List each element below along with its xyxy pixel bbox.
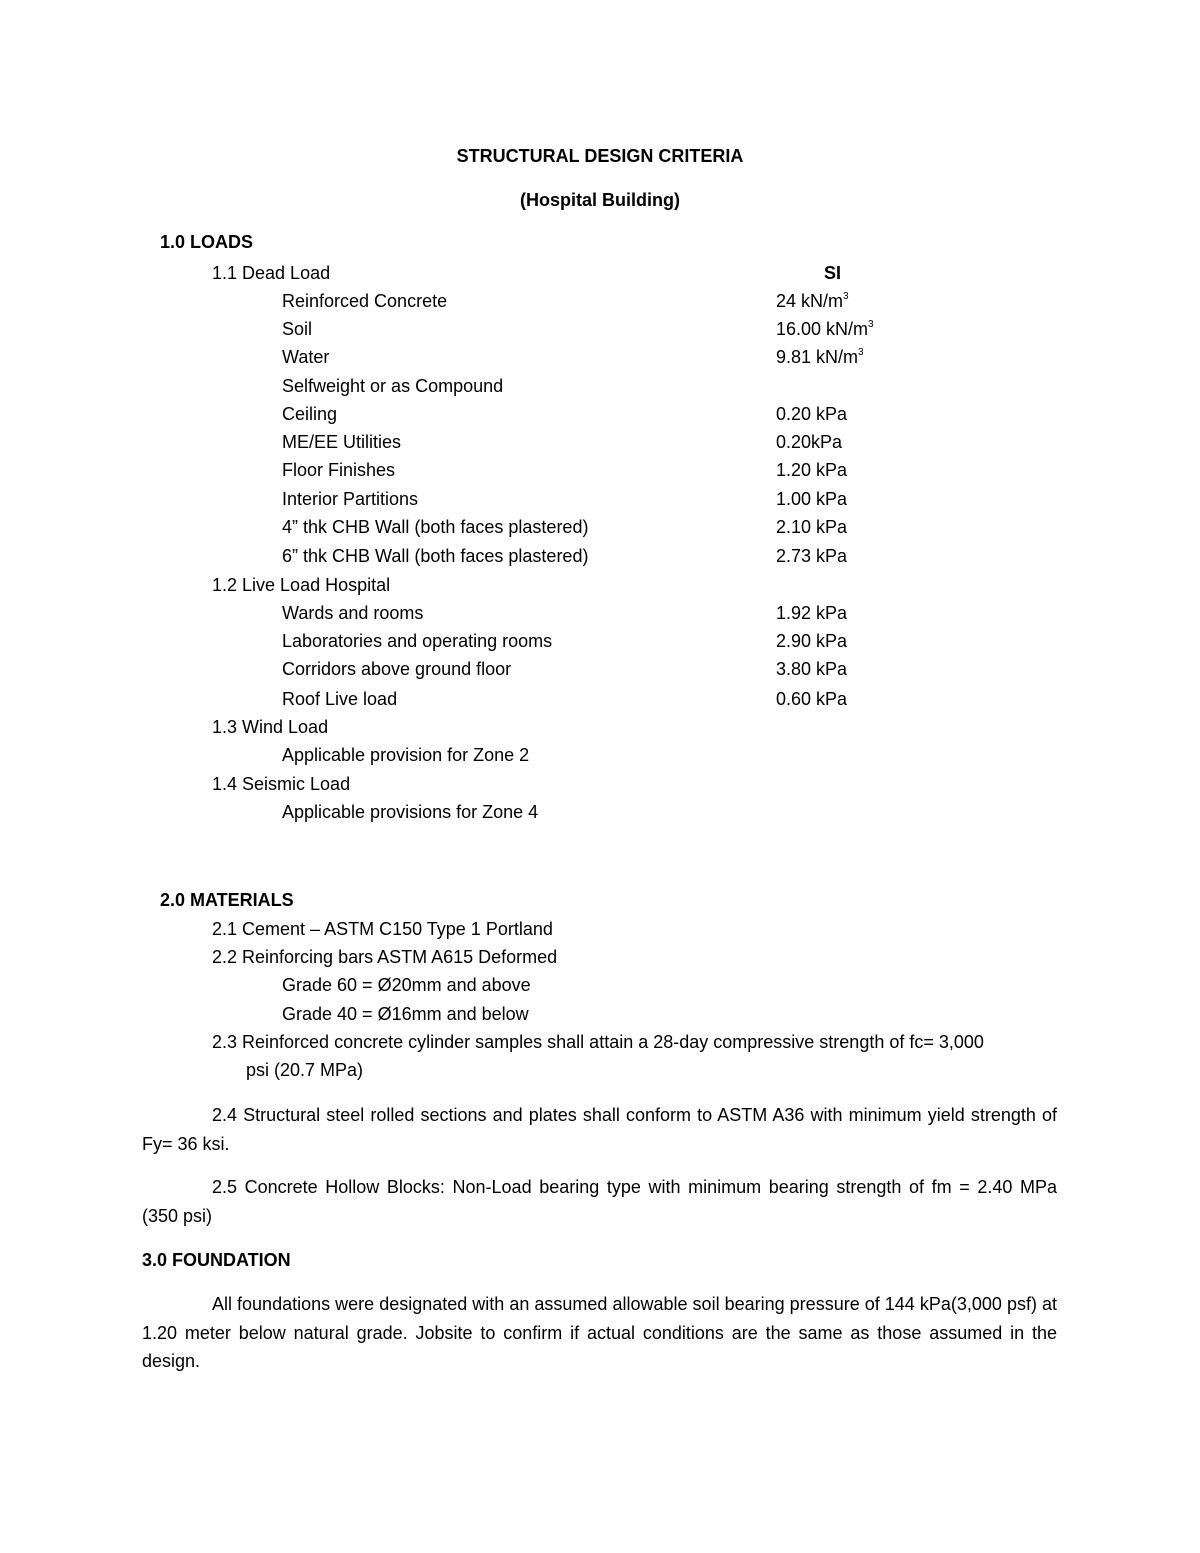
live-load-label: Roof Live load (282, 689, 398, 709)
document-title: STRUCTURAL DESIGN CRITERIA (456, 146, 744, 166)
dead-load-value: 24 $kN/m^3$ (776, 291, 849, 311)
live-load-value: 3.80 kPa (776, 659, 848, 679)
section-foundation-heading: 3.0 FOUNDATION (142, 1250, 291, 1270)
materials-chb-paragraph: 2.5 Concrete Hollow Blocks: Non-Load bearing type with minimum bearing strength of fm = 2.40 MPa (350 psi) (142, 1177, 1057, 1226)
dead-load-label: Water (282, 347, 330, 367)
dead-load-value: 9.81 $kN/m^3$ (776, 347, 864, 367)
dead-load-value: 0.20kPa (776, 432, 843, 452)
materials-grade60: Grade 60 = Ø20mm and above (282, 975, 531, 995)
seismic-load-heading: 1.4 Seismic Load (212, 774, 351, 794)
seismic-load-text: Applicable provisions for Zone 4 (282, 802, 539, 822)
live-load-label: Corridors above ground floor (282, 659, 512, 679)
live-load-heading: 1.2 Live Load Hospital (212, 575, 391, 595)
dead-load-value: 2.73 kPa (776, 546, 848, 566)
dead-load-label: Reinforced Concrete (282, 291, 448, 311)
wind-load-text: Applicable provision for Zone 2 (282, 745, 530, 765)
dead-load-label: ME/EE Utilities (282, 432, 402, 452)
live-load-value: 1.92 kPa (776, 603, 848, 623)
dead-load-label: 4” thk CHB Wall (both faces plastered) (282, 517, 589, 537)
live-load-label: Wards and rooms (282, 603, 424, 623)
document-subtitle: (Hospital Building) (520, 190, 680, 210)
live-load-value: 0.60 kPa (776, 689, 848, 709)
dead-load-value: 1.20 kPa (776, 460, 848, 480)
dead-load-value: 2.10 kPa (776, 517, 848, 537)
dead-load-value: 0.20 kPa (776, 404, 848, 424)
wind-load-heading: 1.3 Wind Load (212, 717, 329, 737)
live-load-value: 2.90 kPa (776, 631, 848, 651)
dead-load-label: 6” thk CHB Wall (both faces plastered) (282, 546, 589, 566)
materials-grade40: Grade 40 = Ø16mm and below (282, 1004, 529, 1024)
si-column-header: SI (824, 263, 842, 283)
materials-steel-paragraph: 2.4 Structural steel rolled sections and plates shall conform to ASTM A36 with minimum yield strength of Fy= 36 ksi. (142, 1105, 1057, 1154)
dead-load-value: 16.00 $kN/m^3$ (776, 319, 874, 339)
dead-load-label: Floor Finishes (282, 460, 396, 480)
dead-load-value: 1.00 kPa (776, 489, 848, 509)
dead-load-label: Soil (282, 319, 313, 339)
materials-concrete-line2: psi (20.7 MPa) (246, 1060, 364, 1080)
section-materials-heading: 2.0 MATERIALS (160, 890, 294, 910)
materials-cement: 2.1 Cement – ASTM C150 Type 1 Portland (212, 919, 553, 939)
dead-load-heading: 1.1 Dead Load (212, 263, 331, 283)
materials-concrete-line1: 2.3 Reinforced concrete cylinder samples shall attain a 28-day compressive strength of fc= 3,000 (212, 1032, 984, 1052)
dead-load-label: Ceiling (282, 404, 338, 424)
dead-load-label: Interior Partitions (282, 489, 419, 509)
section-loads-heading: 1.0 LOADS (160, 232, 254, 252)
live-load-label: Laboratories and operating rooms (282, 631, 553, 651)
materials-rebar: 2.2 Reinforcing bars ASTM A615 Deformed (212, 947, 558, 967)
dead-load-label: Selfweight or as Compound (282, 376, 504, 396)
foundation-paragraph: All foundations were designated with an assumed allowable soil bearing pressure of 144 kPa(3,000 psf) at 1.20 meter below natural grade. Jobsite to confirm if actual conditions are the same as those assumed in the design. (142, 1294, 1057, 1371)
